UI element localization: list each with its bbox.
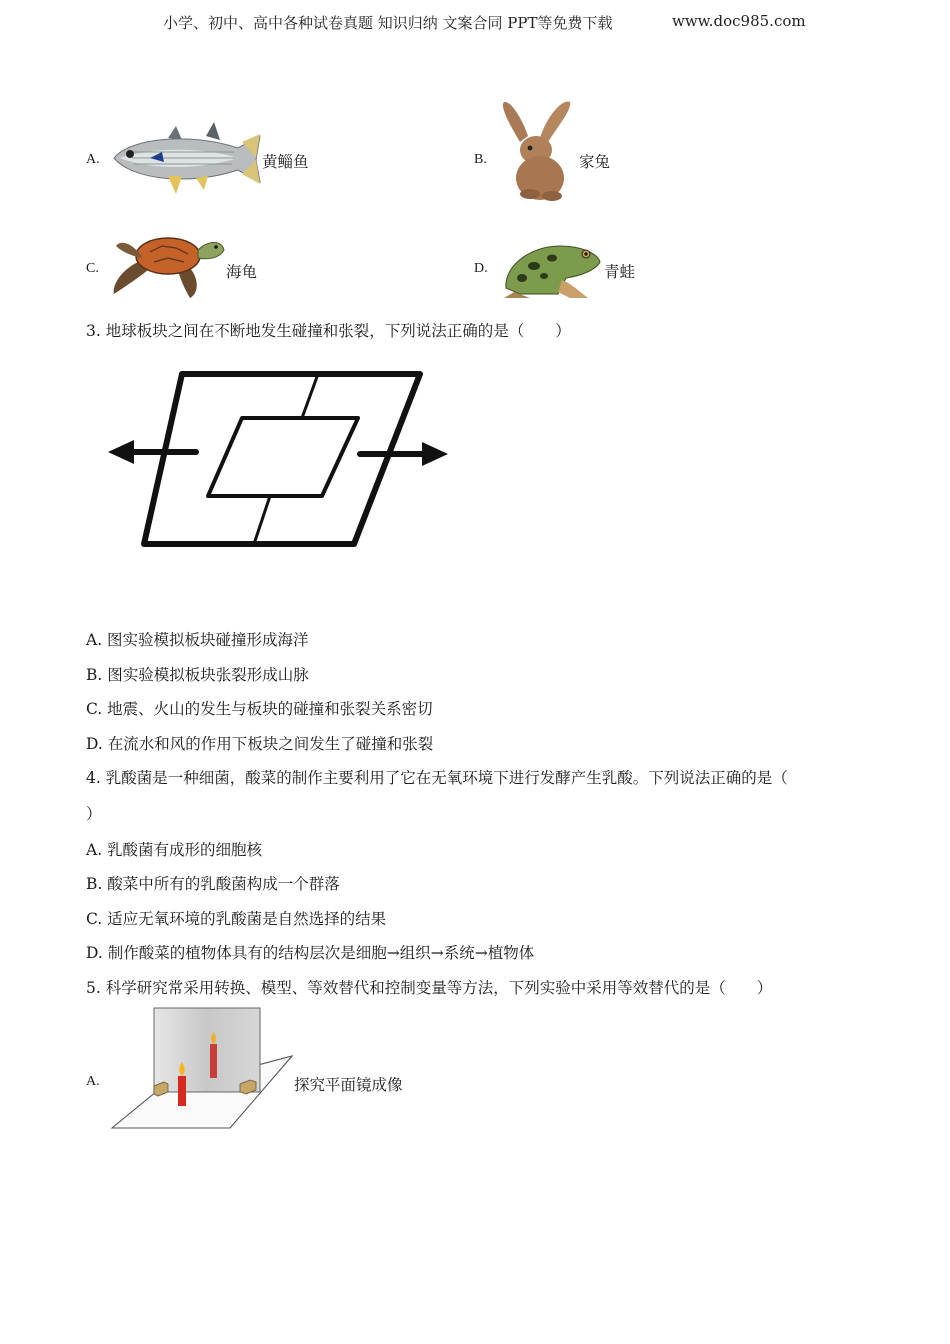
glass-plate bbox=[154, 1008, 260, 1092]
plate-tectonics-diagram bbox=[104, 366, 454, 552]
q2-option-c-name: 海龟 bbox=[226, 263, 258, 281]
q2-option-a-letter: A. bbox=[86, 152, 100, 167]
inner-gap-outline bbox=[208, 418, 358, 496]
q3-stem: 3. 地球板块之间在不断地发生碰撞和张裂，下列说法正确的是（ ） bbox=[86, 322, 571, 340]
q4-option-c: C. 适应无氧环境的乳酸菌是自然选择的结果 bbox=[86, 910, 387, 928]
q3-option-c: C. 地震、火山的发生与板块的碰撞和张裂关系密切 bbox=[86, 700, 433, 718]
plate-crack-top bbox=[302, 374, 318, 418]
plane-mirror-experiment-icon bbox=[110, 1006, 296, 1132]
q5-option-a-letter: A. bbox=[86, 1074, 100, 1089]
fish-icon bbox=[110, 118, 262, 200]
q2-option-c-letter: C. bbox=[86, 261, 99, 276]
outer-plate-outline bbox=[144, 374, 420, 544]
q2-option-a-name: 黄鲻鱼 bbox=[262, 153, 309, 171]
q2-option-b-name: 家兔 bbox=[579, 153, 611, 171]
q2-option-d-name: 青蛙 bbox=[604, 263, 636, 281]
q5-stem: 5. 科学研究常采用转换、模型、等效替代和控制变量等方法，下列实验中采用等效替代的是（ ） bbox=[86, 979, 773, 997]
right-arrow-head bbox=[422, 442, 448, 466]
q4-option-a: A. 乳酸菌有成形的细胞核 bbox=[86, 841, 263, 859]
q3-option-d: D. 在流水和风的作用下板块之间发生了碰撞和张裂 bbox=[86, 735, 434, 753]
q4-stem-line1: 4. 乳酸菌是一种细菌，酸菜的制作主要利用了它在无氧环境下进行发酵产生乳酸。下列说法正确的是（ bbox=[86, 769, 788, 787]
frog-icon bbox=[500, 236, 604, 300]
q4-option-b: B. 酸菜中所有的乳酸菌构成一个群落 bbox=[86, 875, 340, 893]
q3-option-b: B. 图实验模拟板块张裂形成山脉 bbox=[86, 666, 309, 684]
rabbit-icon bbox=[500, 98, 576, 202]
q2-option-b-letter: B. bbox=[474, 152, 487, 167]
left-arrow-head bbox=[108, 440, 134, 464]
header-banner: 小学、初中、高中各种试卷真题 知识归纳 文案合同 PPT等免费下载 bbox=[163, 14, 613, 32]
header-url[interactable]: www.doc985.com bbox=[672, 12, 806, 30]
q2-option-d-letter: D. bbox=[474, 261, 488, 276]
q4-option-d: D. 制作酸菜的植物体具有的结构层次是细胞→组织→系统→植物体 bbox=[86, 944, 535, 962]
q4-stem-line2: ） bbox=[86, 805, 102, 823]
plate-crack-bottom bbox=[254, 496, 270, 544]
sea-turtle-icon bbox=[110, 232, 226, 298]
q3-option-a: A. 图实验模拟板块碰撞形成海洋 bbox=[86, 631, 309, 649]
q5-option-a-text: 探究平面镜成像 bbox=[294, 1076, 403, 1094]
